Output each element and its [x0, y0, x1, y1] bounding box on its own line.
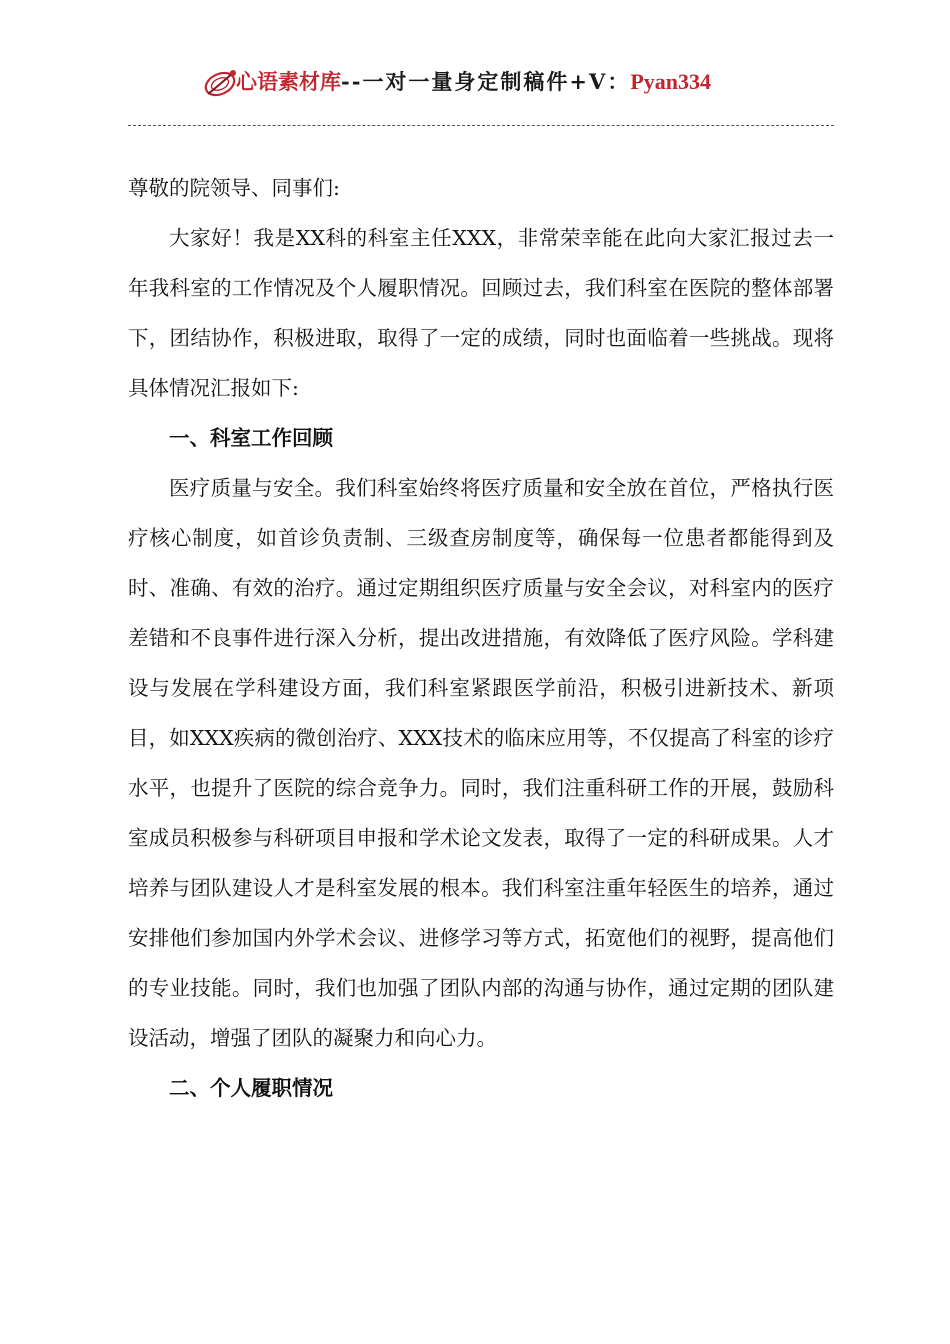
- header-text: [236, 66, 711, 98]
- section-2-heading: 二、个人履职情况: [169, 1076, 333, 1100]
- page-header: [0, 58, 950, 108]
- intro-paragraph: 大家好！我是XX科的科室主任XXX，非常荣幸能在此向大家汇报过去一年我科室的工作情况及个人履职情况。回顾过去，我们科室在医院的整体部署下，团结协作，积极进取，取得了一定的成绩，同时也面临着一些挑战。现将具体情况汇报如下:: [128, 226, 834, 400]
- document-body: [128, 163, 834, 1113]
- salutation: 尊敬的院领导、同事们:: [128, 176, 340, 200]
- section-1-heading: 一、科室工作回顾: [169, 426, 333, 450]
- header-contact: Pyan334: [630, 69, 712, 94]
- header-divider: [128, 125, 834, 126]
- header-separator: --: [341, 69, 363, 94]
- section-1-paragraph: 医疗质量与安全。我们科室始终将医疗质量和安全放在首位，严格执行医疗核心制度，如首诊负责制、三级查房制度等，确保每一位患者都能得到及时、准确、有效的治疗。通过定期组织医疗质量与安全会议，对科室内的医疗差错和不良事件进行深入分析，提出改进措施，有效降低了医疗风险。学科建设与发展在学科建设方面，我们科室紧跟医学前沿，积极引进新技术、新项目，如XXX疾病的微创治疗、XXX技术的临床应用等，不仅提高了科室的诊疗水平，也提升了医院的综合竞争力。同时，我们注重科研工作的开展，鼓励科室成员积极参与科研项目申报和学术论文发表，取得了一定的科研成果。人才培养与团队建设人才是科室发展的根本。我们科室注重年轻医生的培养，通过安排他们参加国内外学术会议、进修学习等方式，拓宽他们的视野，提高他们的专业技能。同时，我们也加强了团队内部的沟通与协作，通过定期的团队建设活动，增强了团队的凝聚力和向心力。: [128, 476, 834, 1050]
- header-brand: 心语素材库: [236, 69, 341, 94]
- header-tagline: 一对一量身定制稿件+V：: [362, 69, 631, 94]
